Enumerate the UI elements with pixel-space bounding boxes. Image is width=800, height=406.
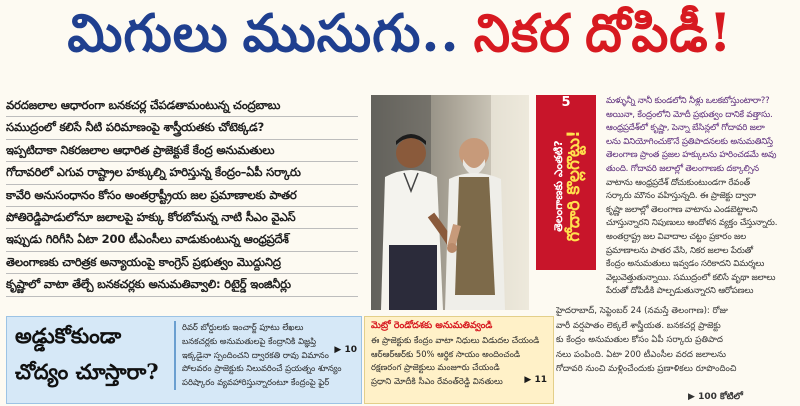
box-list-item: రక్షణరంగ ప్రాజెక్టులు మంజూరు చేయండి xyxy=(371,362,500,373)
right-article-line: సర్కారు మౌనం వహిస్తున్నది. ఈ ప్రాజెక్టు ద్వారా xyxy=(606,191,756,202)
right-article-line: అయినా, కేంద్రంలోని మోదీ ప్రభుత్వం దానికే వత్తాసు. xyxy=(606,109,773,120)
right-article-line: అంతర్రాష్ట్ర జల వివాదాల చట్టం ప్రకారం జల xyxy=(606,231,747,242)
right-article-line: మళ్ళున్నీ నానీ కుండలోని నీళ్లు ఒలకబోస్తుంటారా?? xyxy=(606,96,770,106)
right-article-line: కృష్ణా జలాల్లో తెలంగాణ వాటాను ఎండబెట్టాలని xyxy=(606,204,758,215)
right-article-line: తుంది. గోదావరి జలాల్లో తెలంగాణకు దక్కాల్సిన xyxy=(606,163,759,174)
box-title: మెట్రో రెండోదశకు అనుమతివ్వండి xyxy=(371,320,493,331)
sidebar-box-yellow xyxy=(364,316,554,404)
article-signoff-text: 100 కోటిలో xyxy=(698,392,743,402)
page-number-badge: 5 xyxy=(561,95,571,110)
right-article-line: పేరుతో దోపిడీకి పాల్పడుతున్నారని ఆరోపణలు xyxy=(606,286,754,297)
left-article-line: తెలంగాణకు చారిత్రక అన్యాయంపై కాంగ్రెస్ ప్రభుత్వం మొద్దునిద్ర xyxy=(6,252,358,274)
box-list-item: ప్రధాని మోదీకి సీఎం రేవంత్‌రెడ్డి వినతులు xyxy=(371,375,503,386)
page-headline xyxy=(0,0,800,80)
headline-part-4: దోపిడీ! xyxy=(585,3,733,64)
left-article-line: సముద్రంలో కలిసే నీటి పరిమాణంపై శాస్త్రీయతకు చోటెక్కడ? xyxy=(6,117,358,139)
box-heading-line-1: అడ్డుకోకుండా xyxy=(15,323,122,348)
section-tag-strip xyxy=(536,95,596,270)
right-article-line: కేంద్రం అనుమతులు ఇవ్వడం సరికాదని విమర్శలు xyxy=(606,259,765,270)
box-item-list xyxy=(174,321,360,390)
section-tag-text xyxy=(552,101,582,271)
right-article-line: చూస్తున్నారని నిపుణులు ఆందోళన వ్యక్తం చేస్తున్నారు. xyxy=(606,218,778,229)
right-article xyxy=(606,95,796,299)
left-article-line: గోదావరిలో ఎగువ రాష్ట్రాల హక్కుల్ని హరిస్తున్న కేంద్రం–ఏపీ సర్కారు xyxy=(6,162,358,184)
page-ref: ▶ 10 xyxy=(334,345,357,355)
left-article-line: కావేరి అనుసంధానం కోసం అంతర్రాష్ట్రీయ జల ప్రమాణాలకు పాతర xyxy=(6,185,358,207)
dateline-article-line: కు కేంద్రం అనుమతుల కోసం ఏపీ సర్కారు ప్రతిపాద xyxy=(556,335,723,346)
box-list-item: ఆర్ఆర్ఆర్‌కు 50% ఆర్థిక సాయం అందించండి xyxy=(371,348,521,359)
dateline-article-line: హైదరాబాద్, సెప్టెంబర్ 24 (నమస్తే తెలంగాణ): రోజు xyxy=(556,306,728,316)
dateline-article xyxy=(556,304,796,377)
page-ref-number: 10 xyxy=(344,345,357,355)
headline-part-3: నికర xyxy=(473,3,572,64)
dateline-article-line: వారీ వర్షపాతం లెక్కలే శాస్త్రీయత. బనకచర్ల ప్రాజెక్టు xyxy=(556,320,721,331)
article-signoff: ▶ 100 కోటిలో xyxy=(688,392,743,402)
sidebar-box-blue xyxy=(6,316,362,404)
right-article-line: వెల్లువెత్తుతున్నాయి. సముద్రంలో కలిసే వృథా జలాలు xyxy=(606,272,776,283)
handshake-photo-illustration xyxy=(371,95,529,310)
right-article-line: వాటాను ఆంధ్రప్రదేశ్ దోచుకుంటుండగా రేవంత్ xyxy=(606,177,750,188)
right-article-line: ఆంధ్రప్రదేశ్‌లో కృష్ణా, పెన్నా బేసిన్లలో గోదావరి జలా xyxy=(606,123,765,134)
left-article xyxy=(6,95,358,297)
left-article-line: ఇప్పటిదాకా నికరజలాల ఆధారిత ప్రాజెక్టుకే కేంద్ర అనుమతులు xyxy=(6,140,358,162)
box-list-item: బనకచర్లకు అనుమతులపై కేంద్రానికి విజ్ఞప్తి xyxy=(174,335,360,349)
news-photo xyxy=(371,95,529,310)
left-article-line: వరదజలాల ఆధారంగా బనకచర్ల చేపడతామంటున్న చంద్రబాబు xyxy=(6,95,358,117)
left-article-line: ఇప్పుడు గిరిగీసి ఏటా 200 టీఎంసీలు వాడుకుంటున్న ఆంధ్రప్రదేశ్ xyxy=(6,229,358,251)
right-article-line: ప్రమాణాలను పాతర వేసి, నికర జలాల పేరుతో xyxy=(606,245,753,256)
section-tag-line-2: గోదారి కొల్లగొట్టు! xyxy=(564,130,584,242)
box-list-item: రివర్ బోర్డులకు ఇంచార్జ్ పూటు లేఖలు xyxy=(174,321,360,335)
page-ref-number: 11 xyxy=(534,375,547,385)
headline-part-1: మిగులు xyxy=(67,3,229,64)
dateline-article-line: నలు పంపింది. ఏటా 200 టీఎంసీల వరద జలాలను xyxy=(556,349,727,360)
dateline-article-line: గోదావరి నుంచి మళ్లించేందుకు ప్రణాళికలు రూపొందించి xyxy=(556,364,737,375)
left-article-line: కృష్ణాలో వాటా తేల్చే బనకచర్లకు అనుమతివ్వాలి: రిటైర్డ్ ఇంజినీర్లు xyxy=(6,274,358,296)
box-list-item: ఇక్కడైనా స్పందించని ద్వారకతి రావు విమానం xyxy=(174,349,360,363)
right-article-line: లను వినియోగించుకొనే ప్రతిపాదనలకు అనుమతినిస్తే xyxy=(606,136,773,147)
right-article-line: తెలంగాణ ప్రాంత ప్రజల హక్కులను హరించడమే అవు xyxy=(606,150,777,161)
page-ref: ▶ 11 xyxy=(524,375,547,385)
box-item-list xyxy=(371,334,547,388)
headline-part-2: ముసుగు.. xyxy=(242,3,460,64)
box-heading-line-2: చోద్యం చూస్తారా? xyxy=(15,359,159,384)
left-article-line: పోతిరెడ్డిపాడులోనూ జలాలపై హక్కు కోరబోమన్న నాటి సీఎం వైఎస్ xyxy=(6,207,358,229)
section-tag-line-1: తెలంగాణకు ఎంతటి? xyxy=(552,140,565,232)
box-list-item: పరిష్కారం వ్యవహారిస్తున్నారంటూ కేంద్రంపై ఫైర్ xyxy=(174,376,360,390)
box-list-item: ఈ ప్రాజెక్టుకు కేంద్రం వాటా నిధులు విడుదల చేయండి xyxy=(371,335,540,345)
box-list-item: పోలవరం ప్రాజెక్టుకు నిలువరించే ప్రయత్నం శూన్యం xyxy=(174,362,360,376)
